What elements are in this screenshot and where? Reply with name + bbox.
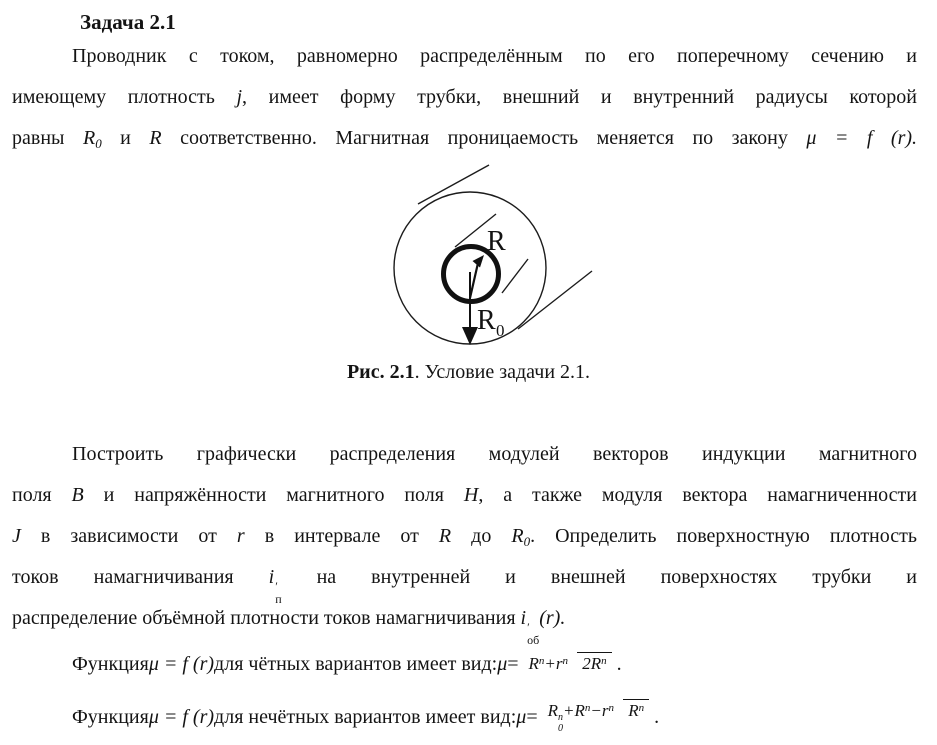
exponent-n: n — [558, 712, 563, 723]
fraction-numerator — [543, 701, 619, 734]
equals-sign: = — [526, 706, 538, 728]
math-r0-subscript: 0 — [95, 136, 102, 151]
math-r0-subscript: 0 — [523, 534, 531, 549]
paragraph2-line5 — [12, 598, 917, 647]
fraction-even — [524, 654, 612, 674]
math-mu-equals-f-r: μ = f (r). — [806, 127, 918, 149]
paragraph2-line2 — [12, 475, 917, 516]
subscript-0: 0 — [558, 722, 563, 734]
problem-title: Задача 2.1 — [80, 10, 176, 34]
exponent-n: n — [601, 655, 607, 668]
text-run: токов намагничивания — [12, 566, 269, 588]
paragraph2-line4 — [12, 557, 917, 606]
formula-even-line — [12, 632, 917, 692]
math-R0: R — [547, 701, 558, 720]
text-run: Функция — [72, 652, 149, 675]
math-j: j — [236, 86, 243, 108]
math-mu: μ — [497, 652, 508, 675]
fraction-denominator — [577, 652, 611, 673]
text-run: до — [451, 525, 512, 547]
text-run: для чётных вариантов имеет вид: — [214, 652, 498, 675]
period: . — [616, 652, 622, 675]
text-run: и — [101, 127, 150, 149]
prime-mark: ′ — [527, 620, 530, 634]
math-r: r — [601, 701, 609, 720]
text-run: , имеет форму трубки, внешний и внутренний радиусы которой — [242, 86, 917, 108]
formula-odd-line — [12, 690, 917, 745]
plus-sign: + — [563, 701, 575, 720]
math-b: B — [71, 484, 84, 506]
text-run: Проводник с током, равномерно распределённым по его поперечному сечению и — [72, 45, 917, 67]
text-run: в интервале от — [244, 525, 439, 547]
math-R: R — [574, 701, 585, 720]
math-r: R — [149, 127, 162, 149]
paragraph2-line1 — [12, 434, 917, 475]
label-outer-radius-subscript: 0 — [496, 321, 505, 340]
text-run: и напряжённости магнитного поля — [83, 484, 464, 506]
radius-r-arrowhead — [473, 255, 485, 268]
minus-sign: − — [590, 701, 602, 720]
subscript-p: п — [275, 591, 282, 606]
text-run: распределение объёмной плотности токов намагничивания — [12, 607, 521, 629]
text-run: на внутренней и внешней поверхностях трубки и — [281, 566, 917, 588]
label-inner-radius: R — [487, 226, 506, 257]
exponent-n: n — [608, 702, 614, 714]
caption-text: . Условие задачи 2.1. — [414, 361, 591, 383]
math-r: r — [555, 654, 563, 674]
figure-caption — [0, 352, 937, 393]
math-mu-equals-f-r: μ = f (r) — [148, 706, 215, 728]
exponent-n: n — [638, 702, 645, 714]
paragraph1-line2 — [12, 77, 917, 118]
tangent-line-top — [418, 165, 489, 204]
fraction-numerator — [524, 654, 574, 674]
caption-number: Рис. 2.1 — [346, 361, 415, 383]
text-run: , а также модуля вектора намагниченности — [478, 484, 918, 506]
math-i-volume: i — [520, 607, 527, 629]
text-run: Функция — [72, 706, 149, 728]
text-run: . Определить поверхностную плотность — [530, 525, 917, 547]
exponent-n: n — [562, 655, 569, 668]
text-run: соответственно. Магнитная проницаемость меняется по закону — [161, 127, 807, 149]
math-of-r: (r). — [539, 607, 566, 629]
paragraph1-line3 — [12, 118, 917, 159]
fraction-odd — [543, 701, 650, 734]
text-run: равны — [12, 127, 83, 149]
subscript-ob: об — [527, 632, 540, 647]
period: . — [654, 706, 660, 728]
math-mu: μ — [516, 706, 527, 728]
text-run: в зависимости от — [20, 525, 237, 547]
paragraph1-line1 — [12, 36, 917, 77]
equals-sign: = — [507, 652, 519, 675]
math-r0: R — [82, 127, 96, 149]
text-run: для нечётных вариантов имеет вид: — [214, 706, 517, 728]
math-r-small: r — [236, 525, 245, 547]
math-r: R — [438, 525, 452, 547]
fraction-denominator — [623, 699, 649, 720]
exponent-n: n — [538, 655, 545, 668]
text-run: имеющему плотность — [12, 86, 237, 108]
text-run: Построить графически распределения модулей векторов индукции магнитного — [72, 443, 917, 465]
math-R: R — [528, 654, 539, 674]
math-h: H — [463, 484, 479, 506]
math-r0: R — [511, 525, 524, 547]
label-outer-radius: R — [477, 305, 496, 336]
text-run: поля — [12, 484, 72, 506]
math-2R: 2R — [582, 654, 602, 674]
math-i-surface: i — [268, 566, 275, 588]
math-j-vector: J — [12, 525, 21, 547]
paragraph2-line3 — [12, 516, 917, 557]
plus-sign: + — [544, 654, 556, 674]
math-mu-equals-f-r: μ = f (r) — [148, 652, 215, 675]
leader-line-middle — [502, 259, 528, 293]
math-R: R — [628, 701, 639, 720]
radius-r0-arrowhead — [462, 327, 478, 345]
radius-r-arrow-shaft — [470, 263, 478, 298]
tangent-line-bottom — [518, 271, 592, 329]
prime-mark: ′ — [275, 579, 278, 593]
exponent-n: n — [584, 702, 591, 714]
